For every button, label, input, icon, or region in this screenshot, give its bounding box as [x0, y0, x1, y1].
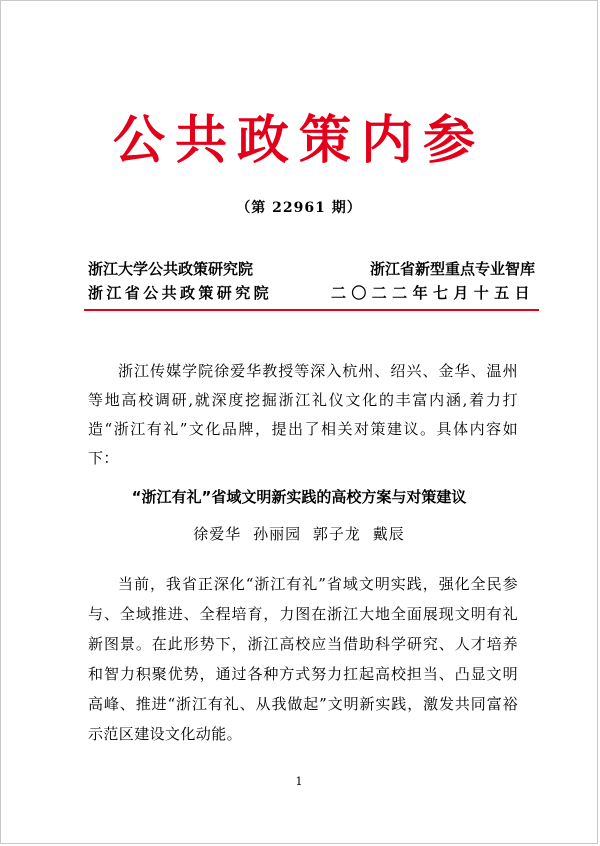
institute-name-2: 浙江省公共政策研究院 — [88, 284, 273, 302]
author-name: 郭子龙 — [312, 525, 361, 543]
author-name: 戴辰 — [372, 525, 405, 543]
think-tank-label: 浙江省新型重点专业智库 — [369, 260, 535, 278]
body-paragraph: 当前，我省正深化“浙江有礼”省域文明实践，强化全民参与、全域推进、全程培育，力图在浙江大地全面展现文明有礼新图景。在此形势下，浙江高校应当借助科学研究、人才培养和智力积聚优势，通过各种方式努力扛起高校担当、凸显文明高峰、推进“浙江有礼、从我做起”文明新实践，激发共同富裕示范区建设文化动能。 — [88, 575, 518, 743]
author-name: 孙丽园 — [253, 525, 302, 543]
publication-date: 二〇二二年七月十五日 — [330, 284, 535, 302]
header-row-1 — [88, 258, 535, 279]
header-row-2 — [88, 282, 535, 303]
header-divider — [84, 309, 539, 311]
intro-paragraph: 浙江传媒学院徐爱华教授等深入杭州、绍兴、金华、温州等地高校调研,就深度挖掘浙江礼仪文化的丰富内涵,着力打造“浙江有礼”文化品牌，提出了相关对策建议。具体内容如下： — [88, 362, 518, 467]
page-number: 1 — [295, 775, 303, 788]
issue-number: （第 22961 期） — [236, 200, 362, 216]
masthead-title: 公共政策内参 — [112, 110, 485, 171]
article-title: “浙江有礼”省域文明新实践的高校方案与对策建议 — [131, 488, 467, 506]
author-list — [1, 523, 597, 544]
institute-name-1: 浙江大学公共政策研究院 — [88, 260, 254, 278]
author-name: 徐爱华 — [193, 525, 242, 543]
